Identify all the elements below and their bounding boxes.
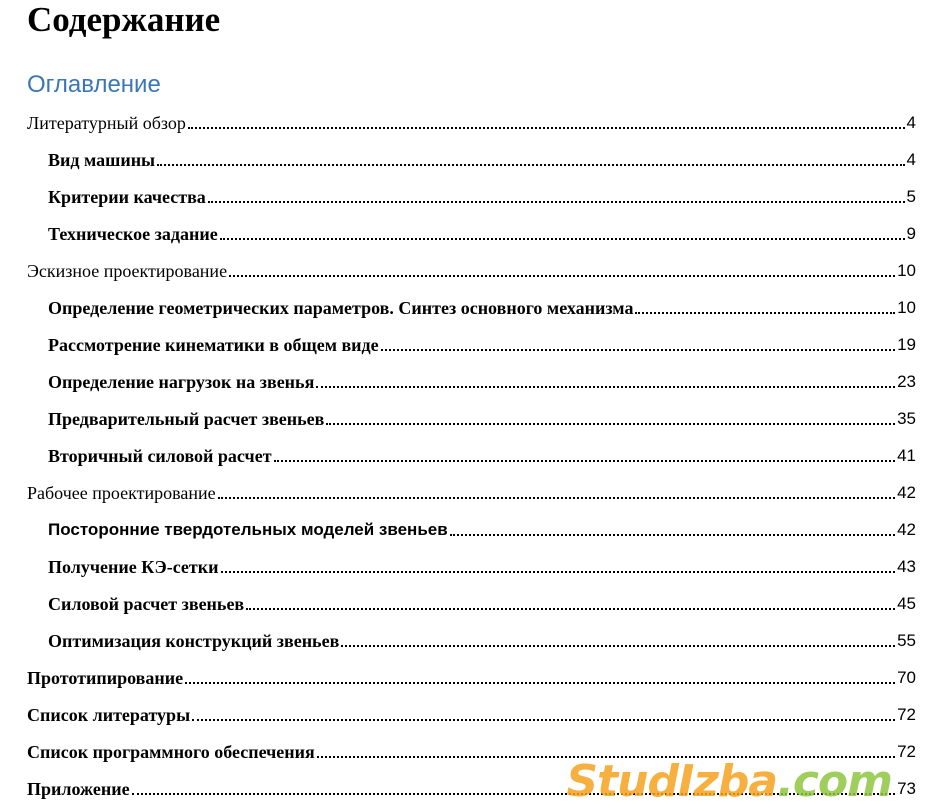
dot-leader [381, 349, 895, 351]
toc-page-number: 72 [897, 742, 916, 761]
toc-page-number: 10 [897, 298, 916, 317]
toc-entry-force-calc[interactable] [48, 585, 916, 615]
toc-page-number: 23 [897, 372, 916, 391]
toc-entry-quality-criteria[interactable] [48, 178, 916, 208]
toc-entry-optimization[interactable] [48, 622, 916, 652]
dot-leader [188, 127, 905, 129]
toc-page-number: 70 [897, 668, 916, 687]
toc-page-number: 55 [897, 631, 916, 650]
toc-heading: Оглавление [27, 71, 161, 98]
toc-page-number: 42 [897, 520, 916, 539]
toc-page-number: 45 [897, 594, 916, 613]
toc-entry-kinematics[interactable] [48, 326, 916, 356]
toc-entry-title: Список литературы [27, 705, 191, 725]
dot-leader [635, 312, 895, 314]
toc-entry-title: Вид машины [48, 150, 156, 170]
studizba-watermark-logo: StudIzba.com [566, 756, 892, 807]
dot-leader [341, 645, 895, 647]
dot-leader [157, 164, 904, 166]
toc-page-number: 10 [897, 261, 916, 280]
dot-leader [208, 201, 905, 203]
toc-page-number: 35 [897, 409, 916, 428]
toc-entry-sketch-design[interactable] [27, 252, 916, 282]
toc-entry-title: Определение нагрузок на звенья [48, 372, 315, 392]
toc-entry-literature-review[interactable] [27, 104, 916, 134]
dot-leader [246, 608, 895, 610]
toc-entry-title: Предварительный расчет звеньев [48, 409, 325, 429]
toc-entry-prototyping[interactable] [27, 659, 916, 689]
toc-entry-title: Прототипирование [27, 668, 184, 688]
dot-leader [218, 497, 896, 499]
toc-page-number: 5 [906, 187, 916, 206]
toc-entry-title: Эскизное проектирование [27, 261, 228, 281]
dot-leader [192, 719, 895, 721]
toc-entry-solid-models[interactable] [48, 511, 916, 541]
toc-entry-title: Рассмотрение кинематики в общем виде [48, 335, 379, 355]
toc-page-number: 42 [897, 483, 916, 502]
page-title: Содержание [27, 0, 221, 39]
toc-entry-title: Силовой расчет звеньев [48, 594, 245, 614]
dot-leader [229, 275, 895, 277]
dot-leader [185, 682, 895, 684]
toc-entry-machine-type[interactable] [48, 141, 916, 171]
toc-entry-title: Получение КЭ-сетки [48, 557, 219, 577]
toc-entry-title: Посторонние твердотельных моделей звеньев [48, 520, 448, 539]
dot-leader [450, 534, 895, 536]
toc-entry-title: Вторичный силовой расчет [48, 446, 272, 466]
toc-entry-title: Приложение [27, 779, 130, 799]
dot-leader [221, 571, 896, 573]
toc-page-number: 43 [897, 557, 916, 576]
toc-entry-title: Определение геометрических параметров. Синтез основного механизма [48, 298, 634, 318]
toc-entry-title: Критерии качества [48, 187, 206, 207]
toc-entry-working-design[interactable] [27, 474, 916, 504]
toc-entry-geometric-parameters[interactable] [48, 289, 916, 319]
toc-entry-title: Техническое задание [48, 224, 218, 244]
dot-leader [326, 423, 895, 425]
toc-entry-preliminary-calc[interactable] [48, 400, 916, 430]
toc-page-number: 41 [897, 446, 916, 465]
toc-page-number: 19 [897, 335, 916, 354]
dot-leader [274, 460, 896, 462]
toc-entry-title: Литературный обзор [27, 113, 186, 133]
toc-entry-references[interactable] [27, 696, 916, 726]
toc-page-number: 4 [906, 150, 916, 169]
toc-entry-secondary-force-calc[interactable] [48, 437, 916, 467]
toc-page-number: 9 [906, 224, 916, 243]
toc-page-number: 73 [897, 779, 916, 798]
toc-entry-title: Список программного обеспечения [27, 742, 315, 762]
toc-page-number: 4 [906, 113, 916, 132]
dot-leader [316, 386, 895, 388]
toc-page-number: 72 [897, 705, 916, 724]
dot-leader [220, 238, 905, 240]
toc-entry-title: Рабочее проектирование [27, 483, 216, 503]
toc-entry-technical-task[interactable] [48, 215, 916, 245]
toc-entry-title: Оптимизация конструкций звеньев [48, 631, 340, 651]
toc-entry-link-loads[interactable] [48, 363, 916, 393]
toc-entry-fe-mesh[interactable] [48, 548, 916, 578]
